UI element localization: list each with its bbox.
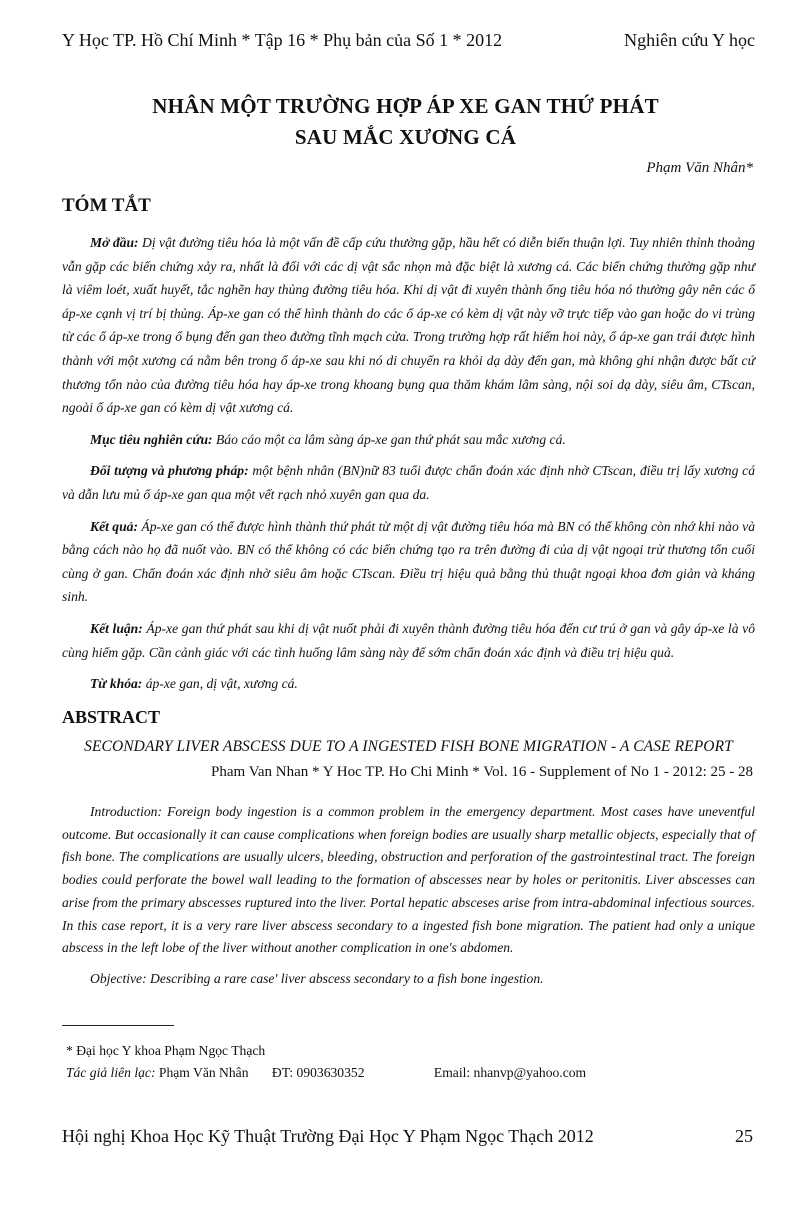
- journal-citation-header: Y Học TP. Hồ Chí Minh * Tập 16 * Phụ bản của Số 1 * 2012: [62, 30, 503, 50]
- abstract-heading: ABSTRACT: [62, 707, 161, 727]
- contact-email: Email: nhanvp@yahoo.com: [433, 1065, 587, 1080]
- paragraph-text: Áp-xe gan có thể được hình thành thứ phát từ một dị vật đường tiêu hóa mà BN có thể không còn nhớ khi nào và bằng cách nào họ đã nuốt vào. BN có thể không có các biến chứng tạo ra trên đường đi của dị vật ngoại trừ thương tổn cuối cùng ở gan. Chẩn đoán xác định nhờ siêu âm hoặc CTscan. Điều trị hiệu quả bằng thủ thuật ngoại khoa đơn giản và kháng sinh.: [62, 518, 755, 605]
- abstract-paragraph-objective: [62, 968, 755, 991]
- footnote-affiliation: * Đại học Y khoa Phạm Ngọc Thạch: [66, 1043, 266, 1058]
- paragraph-text: Báo cáo một ca lâm sàng áp-xe gan thứ phát sau mắc xương cá.: [212, 431, 566, 447]
- section-label: Nghiên cứu Y học: [624, 30, 755, 50]
- paragraph-label: Objective:: [90, 970, 147, 986]
- paragraph-text: Describing a rare case' liver abscess secondary to a fish bone ingestion.: [146, 970, 544, 986]
- author-name: Phạm Văn Nhân*: [646, 160, 753, 176]
- paragraph-text: Dị vật đường tiêu hóa là một vấn đề cấp cứu thường gặp, hầu hết có diễn biến thuận lợi. Tuy nhiên thỉnh thoảng vẫn gặp các biến chứng xảy ra, nhất là đối với các dị vật sắc nhọn mà đặc biệt là xương cá. Các biến chứng thường gặp như là viêm loét, xuất huyết, tắc nghẽn hay thủng đường tiêu hóa. Khi dị vật đi xuyên thành ống tiêu hóa nó thường gây nên các ổ áp-xe cạnh vị trí bị thủng. Áp-xe gan có thể hình thành do các ổ áp-xe có kèm dị vật này vỡ trực tiếp vào gan hoặc do vi trùng từ các ổ áp-xe trong ổ bụng đến gan theo đường tĩnh mạch cửa. Trong trường hợp rất hiếm hoi này, ổ áp-xe gan trái được hình thành với một xương cá nằm bên trong ổ áp-xe sau khi nó di chuyển ra khỏi dạ dày đến gan, mà không ghi nhận được bất cứ thương tổn nào của đường tiêu hóa hay áp-xe trong khoang bụng qua thăm khám lâm sàng, nội soi dạ dày, siêu âm, CTscan, ngoài ổ áp-xe gan có kèm dị vật xương cá.: [62, 235, 755, 416]
- paragraph-label: Kết quả:: [90, 518, 138, 534]
- paragraph-label: Mục tiêu nghiên cứu:: [90, 431, 213, 447]
- paragraph-label: Kết luận:: [90, 620, 143, 636]
- contact-name: Phạm Văn Nhân: [158, 1065, 249, 1080]
- paragraph-text: Áp-xe gan thứ phát sau khi dị vật nuốt phải đi xuyên thành đường tiêu hóa đến cư trú ở gan và gây áp-xe là vô cùng hiếm gặp. Cần cảnh giác với các tình huống lâm sàng này để sớm chẩn đoán xác định và điều trị hiệu quả.: [62, 620, 755, 660]
- footnotes: [66, 1040, 586, 1084]
- summary-paragraph-conclusion: [62, 617, 755, 664]
- summary-paragraph-intro: [62, 231, 755, 420]
- paragraph-label: Từ khóa:: [90, 676, 143, 692]
- footnote-contact: [66, 1062, 586, 1084]
- conference-name: Hội nghị Khoa Học Kỹ Thuật Trường Đại Học Y Phạm Ngọc Thạch 2012: [62, 1126, 594, 1146]
- paragraph-label: Đối tượng và phương pháp:: [90, 463, 249, 479]
- article-title-line-1: NHÂN MỘT TRƯỜNG HỢP ÁP XE GAN THỨ PHÁT: [152, 94, 659, 118]
- contact-phone: ĐT: 0903630352: [271, 1065, 365, 1080]
- summary-paragraph-objective: [62, 428, 755, 452]
- english-citation: Pham Van Nhan * Y Hoc TP. Ho Chi Minh * Vol. 16 - Supplement of No 1 - 2012: 25 - 28: [211, 764, 753, 780]
- tomtat-heading: TÓM TẮT: [62, 195, 151, 216]
- footnote-divider: [62, 1025, 174, 1026]
- english-title: SECONDARY LIVER ABSCESS DUE TO A INGESTED FISH BONE MIGRATION - A CASE REPORT: [84, 738, 733, 755]
- article-title-line-2: SAU MẮC XƯƠNG CÁ: [294, 125, 517, 149]
- abstract-paragraph-introduction: [62, 801, 755, 960]
- contact-label: Tác giả liên lạc:: [66, 1065, 156, 1080]
- paragraph-text: một bệnh nhân (BN)nữ 83 tuổi được chẩn đoán xác định nhờ CTscan, điều trị lấy xương cá và dẫn lưu mủ ổ áp-xe gan qua một vết rạch nhỏ xuyên gan qua da.: [62, 463, 755, 502]
- paragraph-text: Foreign body ingestion is a common problem in the emergency department. Most cases have uneventful outcome. But occasionally it can cause complications when foreign bodies are usually sharp metallic objects, especially that of fish bone. The complications are usually ulcers, bleeding, obstruction and perforation of the gastrointestinal tract. The foreign bodies could perforate the bowel wall leading to the formation of abscesses near by holes or peritonitis. Liver abscesses can arise from the primary abscesses ruptured into the liver. Portal hepatic absceses arise from intra-abdominal infectious sources. In this case report, it is a very rare liver abscess secondary to a ingested fish bone migration. The patient had only a unique abscess in the left lobe of the liver without another complication in one's abdomen.: [62, 804, 755, 956]
- summary-paragraph-keywords: [62, 672, 755, 696]
- summary-paragraph-methods: [62, 459, 755, 506]
- summary-paragraph-results: [62, 515, 755, 609]
- page-number: 25: [735, 1126, 753, 1146]
- english-abstract: [62, 801, 755, 999]
- paragraph-label: Introduction:: [90, 804, 162, 819]
- vietnamese-summary: [62, 231, 755, 704]
- paragraph-text: áp-xe gan, dị vật, xương cá.: [142, 676, 298, 692]
- paragraph-label: Mở đầu:: [90, 235, 139, 250]
